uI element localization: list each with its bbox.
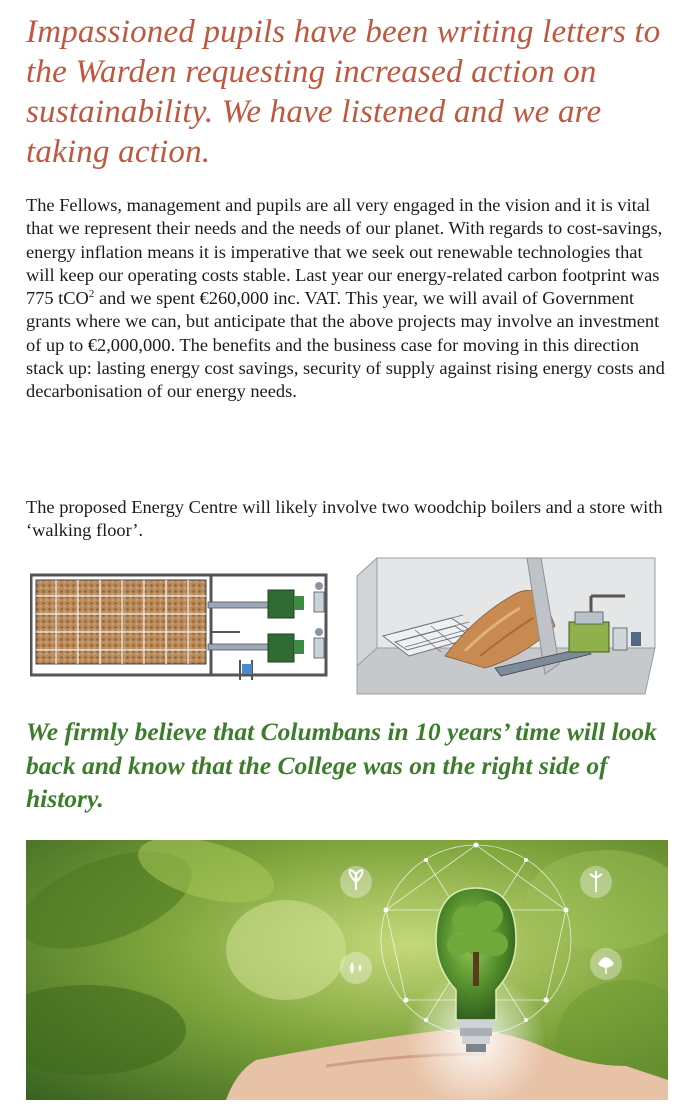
woodchip-store-cutaway-icon: [355, 556, 670, 696]
paragraph-1-part-a: The Fellows, management and pupils are all very engaged in the vision and it is vital that we represent their needs and the needs of our planet. With regards to cost-savings, energy inflation means it is imperative that we seek out renewable technologies that will keep our operating costs stable. Last year our energy-related carbon footprint was 775 tCO: [26, 195, 663, 309]
headline-pull-quote: Impassioned pupils have been writing letters to the Warden requesting increased action on sustainability. We have listened and we are taking action.: [26, 14, 661, 170]
body-paragraph-2: The proposed Energy Centre will likely involve two woodchip boilers and a store with ‘walking floor’.: [26, 497, 663, 541]
lightbulb-tree-photo-icon: [26, 840, 668, 1100]
co2-superscript: 2: [88, 288, 95, 301]
paragraph-1-part-b: and we spent €260,000 inc. VAT. This year, we will avail of Government grants where we can, but anticipate that the above projects may involve an investment of up to €2,000,000. The benefits and the business case for moving in this direction stack up: lasting energy cost savings, security of supply against rising energy costs and decarbonisation of our energy needs.: [26, 288, 665, 402]
closing-pull-quote: We firmly believe that Columbans in 10 years’ time will look back and know that the College was on the right side of history.: [26, 717, 657, 813]
body-paragraph-1: [26, 194, 674, 404]
woodchip-boiler-plan-icon: [30, 572, 338, 680]
